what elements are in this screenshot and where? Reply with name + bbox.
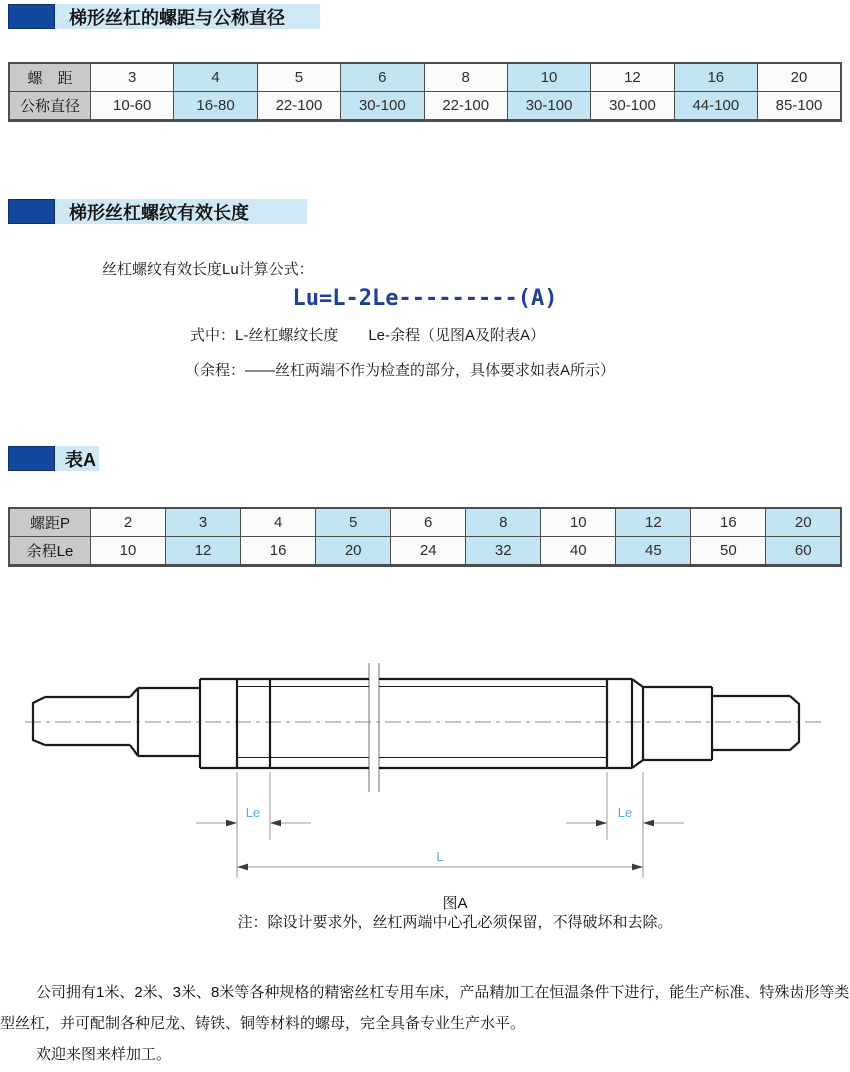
table-cell: 50 [691, 537, 766, 566]
table-cell: 85-100 [758, 92, 842, 121]
row-header-cell: 螺距P [9, 508, 91, 537]
formula-legend-text: 式中：L-丝杠螺纹长度 Le-余程（见图A及附表A） [190, 327, 546, 344]
le-left-label: Le [245, 805, 261, 820]
formula-intro-text: 丝杠螺纹有效长度Lu计算公式： [102, 261, 314, 278]
section-title-band [55, 199, 307, 224]
table-cell: 2 [91, 508, 166, 537]
table-a-wrap [8, 507, 842, 567]
le-right-label: Le [617, 805, 633, 820]
formula-remark-text: （余程：——丝杠两端不作为检查的部分，具体要求如表A所示） [185, 362, 616, 379]
table-cell: 3 [166, 508, 241, 537]
section-header-effective-length [8, 199, 307, 224]
table-row [9, 92, 841, 121]
company-description: 公司拥有1米、2米、3米、8米等各种规格的精密丝杠专用车床，产品精加工在恒温条件下进行，能生产标准、特殊齿形等类型丝杠，并可配制各种尼龙、铸铁、铜等材料的螺母，完全具备专业生产水平。 [0, 984, 850, 1032]
section-title-band [55, 446, 99, 471]
blue-square-marker [8, 4, 55, 29]
figure-note: 注：除设计要求外，丝杠两端中心孔必须保留，不得破坏和去除。 [237, 914, 673, 931]
table-cell: 5 [257, 63, 340, 92]
table-cell: 12 [591, 63, 674, 92]
dimension-labels [246, 805, 632, 864]
table-cell: 4 [241, 508, 316, 537]
table-cell: 4 [174, 63, 257, 92]
table-cell: 45 [616, 537, 691, 566]
table-row [9, 537, 841, 566]
table-cell: 60 [766, 537, 841, 566]
table-cell: 30-100 [507, 92, 590, 121]
blue-square-marker [8, 199, 55, 224]
section-header-table-a [8, 446, 99, 471]
formula-text: Lu=L-2Le---------(A) [292, 286, 558, 311]
table-cell: 16 [241, 537, 316, 566]
pitch-diameter-table [8, 62, 842, 122]
figure-caption: 图A [442, 895, 468, 912]
table-cell: 10 [541, 508, 616, 537]
table-cell: 8 [466, 508, 541, 537]
welcome-line: 欢迎来图来样加工。 [36, 1046, 172, 1063]
table-cell: 22-100 [257, 92, 340, 121]
table-row [9, 63, 841, 92]
table-cell: 20 [758, 63, 842, 92]
table-cell: 16 [674, 63, 757, 92]
row-header-cell: 螺 距 [9, 63, 91, 92]
table-cell: 5 [316, 508, 391, 537]
table-row [9, 508, 841, 537]
table-cell: 40 [541, 537, 616, 566]
table-cell: 12 [166, 537, 241, 566]
break-lines [369, 663, 379, 792]
table-cell: 24 [391, 537, 466, 566]
table-cell: 16-80 [174, 92, 257, 121]
row-header-cell: 余程Le [9, 537, 91, 566]
table-cell: 30-100 [591, 92, 674, 121]
table-cell: 22-100 [424, 92, 507, 121]
lead-screw-drawing [0, 610, 850, 940]
table-cell: 20 [316, 537, 391, 566]
table-cell: 10 [507, 63, 590, 92]
table-cell: 3 [91, 63, 174, 92]
table-cell: 30-100 [341, 92, 424, 121]
table-cell: 8 [424, 63, 507, 92]
table-cell: 10-60 [91, 92, 174, 121]
l-label: L [436, 849, 444, 864]
section-title: 梯形丝杠螺纹有效长度 [69, 202, 249, 223]
table-cell: 6 [391, 508, 466, 537]
table-cell: 44-100 [674, 92, 757, 121]
table-cell: 20 [766, 508, 841, 537]
table-cell: 32 [466, 537, 541, 566]
table-cell: 16 [691, 508, 766, 537]
section-title-band [55, 4, 320, 29]
section-title: 梯形丝杠的螺距与公称直径 [69, 7, 285, 28]
section-title: 表A [65, 449, 96, 470]
table-cell: 6 [341, 63, 424, 92]
blue-square-marker [8, 446, 55, 471]
footer-text-block [0, 977, 850, 1070]
table-cell: 12 [616, 508, 691, 537]
table-a [8, 507, 842, 567]
table-cell: 10 [91, 537, 166, 566]
section-header-pitch-diameter [8, 4, 320, 29]
pitch-diameter-table-wrap [8, 62, 842, 122]
screw-outline [33, 679, 799, 768]
row-header-cell: 公称直径 [9, 92, 91, 121]
